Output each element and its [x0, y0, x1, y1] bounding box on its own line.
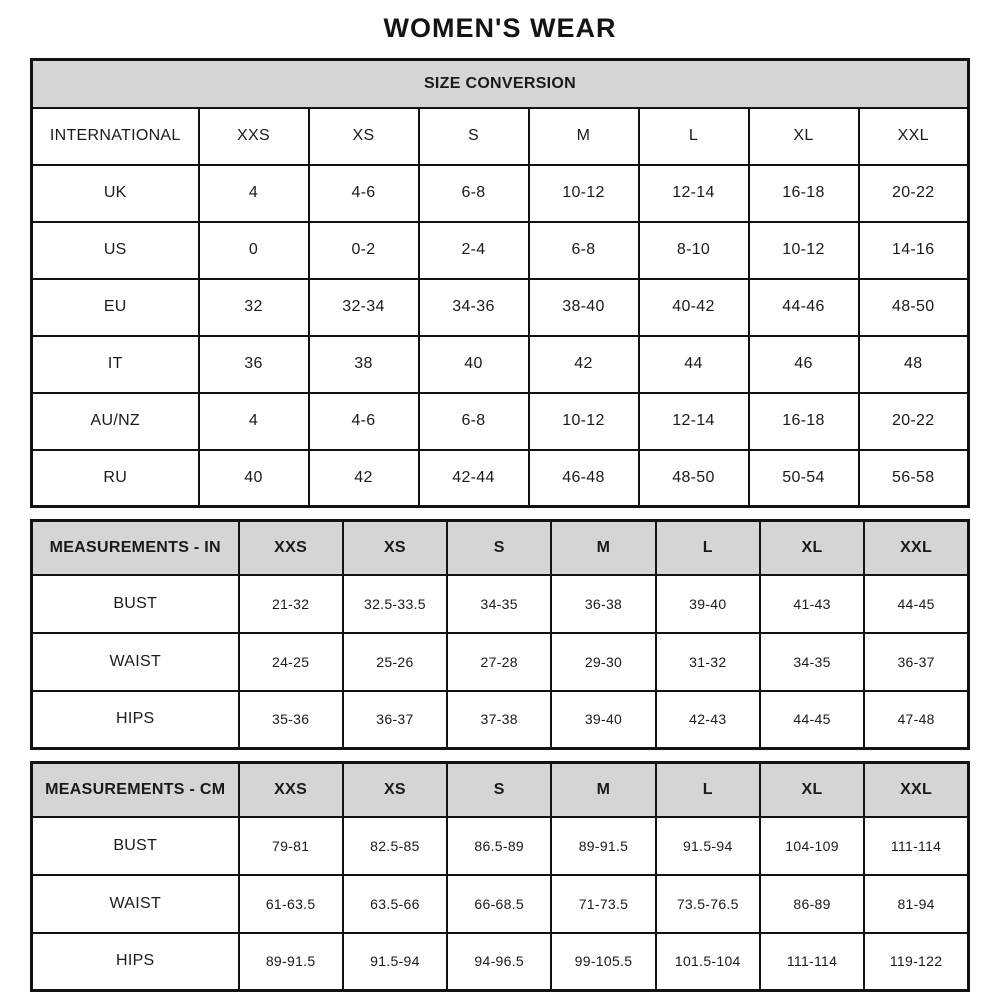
table-row: [32, 165, 969, 222]
size-col-header: XXL: [864, 763, 968, 817]
size-cell: 8-10: [639, 222, 749, 279]
size-col-header: M: [551, 763, 655, 817]
size-cell: 4-6: [309, 165, 419, 222]
size-cell: 40-42: [639, 279, 749, 336]
table-title: MEASUREMENTS - IN: [32, 521, 239, 575]
size-cell: 40: [199, 450, 309, 507]
row-label: HIPS: [32, 691, 239, 749]
size-col-header: XXS: [239, 521, 343, 575]
row-label: INTERNATIONAL: [32, 108, 199, 165]
table-header-row: [32, 763, 969, 817]
measurement-cell: 32.5-33.5: [343, 575, 447, 633]
table-row: [32, 336, 969, 393]
measurement-cell: 82.5-85: [343, 817, 447, 875]
measurement-cell: 61-63.5: [239, 875, 343, 933]
size-cell: 48: [859, 336, 969, 393]
size-cell: 2-4: [419, 222, 529, 279]
measurement-cell: 86.5-89: [447, 817, 551, 875]
size-col-header: XXL: [859, 108, 969, 165]
size-col-header: XS: [343, 763, 447, 817]
size-col-header: S: [419, 108, 529, 165]
size-cell: 10-12: [749, 222, 859, 279]
row-label: BUST: [32, 575, 239, 633]
table-row: [32, 933, 969, 991]
table-title-row: [32, 60, 969, 108]
measurement-cell: 36-37: [864, 633, 968, 691]
measurement-cell: 91.5-94: [656, 817, 760, 875]
table-row: [32, 450, 969, 507]
row-label: BUST: [32, 817, 239, 875]
row-label: WAIST: [32, 633, 239, 691]
size-cell: 40: [419, 336, 529, 393]
measurement-cell: 39-40: [551, 691, 655, 749]
measurement-cell: 27-28: [447, 633, 551, 691]
size-cell: 12-14: [639, 393, 749, 450]
size-cell: 10-12: [529, 165, 639, 222]
row-label: HIPS: [32, 933, 239, 991]
size-cell: 6-8: [419, 165, 529, 222]
size-cell: 32-34: [309, 279, 419, 336]
size-cell: 20-22: [859, 165, 969, 222]
table-header-row: [32, 108, 969, 165]
measurement-cell: 24-25: [239, 633, 343, 691]
size-col-header: L: [656, 763, 760, 817]
size-cell: 44-46: [749, 279, 859, 336]
measurement-cell: 73.5-76.5: [656, 875, 760, 933]
size-cell: 12-14: [639, 165, 749, 222]
measurement-cell: 39-40: [656, 575, 760, 633]
size-col-header: XS: [343, 521, 447, 575]
measurement-cell: 89-91.5: [551, 817, 655, 875]
measurement-cell: 36-38: [551, 575, 655, 633]
measurement-cell: 41-43: [760, 575, 864, 633]
measurement-cell: 25-26: [343, 633, 447, 691]
size-cell: 42: [529, 336, 639, 393]
row-label: EU: [32, 279, 199, 336]
measurement-cell: 99-105.5: [551, 933, 655, 991]
measurement-cell: 31-32: [656, 633, 760, 691]
table-row: [32, 279, 969, 336]
measurement-cell: 35-36: [239, 691, 343, 749]
size-col-header: XXS: [239, 763, 343, 817]
size-col-header: M: [551, 521, 655, 575]
measurement-cell: 81-94: [864, 875, 968, 933]
measurement-cell: 42-43: [656, 691, 760, 749]
measurement-cell: 44-45: [760, 691, 864, 749]
size-cell: 46: [749, 336, 859, 393]
size-cell: 32: [199, 279, 309, 336]
table-row: [32, 222, 969, 279]
table-title: MEASUREMENTS - CM: [32, 763, 239, 817]
measurement-cell: 47-48: [864, 691, 968, 749]
measurement-cell: 89-91.5: [239, 933, 343, 991]
measurement-cell: 63.5-66: [343, 875, 447, 933]
size-col-header: XL: [760, 763, 864, 817]
measurement-cell: 71-73.5: [551, 875, 655, 933]
size-col-header: M: [529, 108, 639, 165]
measurement-cell: 111-114: [864, 817, 968, 875]
measurement-cell: 119-122: [864, 933, 968, 991]
row-label: US: [32, 222, 199, 279]
size-col-header: XL: [760, 521, 864, 575]
table-title: SIZE CONVERSION: [32, 60, 969, 108]
row-label: UK: [32, 165, 199, 222]
size-cell: 38: [309, 336, 419, 393]
table-row: [32, 817, 969, 875]
size-col-header: S: [447, 521, 551, 575]
row-label: IT: [32, 336, 199, 393]
size-cell: 42: [309, 450, 419, 507]
size-cell: 50-54: [749, 450, 859, 507]
size-cell: 10-12: [529, 393, 639, 450]
size-col-header: XXL: [864, 521, 968, 575]
measurement-cell: 29-30: [551, 633, 655, 691]
size-cell: 46-48: [529, 450, 639, 507]
size-cell: 34-36: [419, 279, 529, 336]
size-cell: 6-8: [529, 222, 639, 279]
size-cell: 48-50: [859, 279, 969, 336]
table-row: [32, 575, 969, 633]
size-cell: 48-50: [639, 450, 749, 507]
row-label: RU: [32, 450, 199, 507]
size-col-header: L: [639, 108, 749, 165]
size-col-header: XS: [309, 108, 419, 165]
measurement-cell: 66-68.5: [447, 875, 551, 933]
size-col-header: XL: [749, 108, 859, 165]
size-cell: 20-22: [859, 393, 969, 450]
size-cell: 44: [639, 336, 749, 393]
measurement-cell: 86-89: [760, 875, 864, 933]
size-cell: 0: [199, 222, 309, 279]
measurements-cm-table: [30, 761, 970, 992]
measurement-cell: 37-38: [447, 691, 551, 749]
size-conversion-table: [30, 58, 970, 508]
measurement-cell: 34-35: [447, 575, 551, 633]
table-header-row: [32, 521, 969, 575]
measurement-cell: 79-81: [239, 817, 343, 875]
size-cell: 6-8: [419, 393, 529, 450]
row-label: AU/NZ: [32, 393, 199, 450]
measurement-cell: 101.5-104: [656, 933, 760, 991]
measurement-cell: 94-96.5: [447, 933, 551, 991]
table-row: [32, 691, 969, 749]
measurement-cell: 44-45: [864, 575, 968, 633]
size-cell: 16-18: [749, 165, 859, 222]
measurement-cell: 91.5-94: [343, 933, 447, 991]
size-col-header: XXS: [199, 108, 309, 165]
table-row: [32, 393, 969, 450]
measurement-cell: 36-37: [343, 691, 447, 749]
measurement-cell: 104-109: [760, 817, 864, 875]
size-cell: 0-2: [309, 222, 419, 279]
size-cell: 56-58: [859, 450, 969, 507]
size-cell: 4-6: [309, 393, 419, 450]
size-col-header: S: [447, 763, 551, 817]
table-row: [32, 633, 969, 691]
page-title: WOMEN'S WEAR: [383, 13, 617, 43]
size-cell: 14-16: [859, 222, 969, 279]
measurement-cell: 34-35: [760, 633, 864, 691]
size-cell: 42-44: [419, 450, 529, 507]
size-col-header: L: [656, 521, 760, 575]
size-cell: 38-40: [529, 279, 639, 336]
size-cell: 4: [199, 165, 309, 222]
size-cell: 16-18: [749, 393, 859, 450]
table-row: [32, 875, 969, 933]
measurement-cell: 21-32: [239, 575, 343, 633]
measurements-in-table: [30, 519, 970, 750]
size-cell: 36: [199, 336, 309, 393]
measurement-cell: 111-114: [760, 933, 864, 991]
row-label: WAIST: [32, 875, 239, 933]
size-cell: 4: [199, 393, 309, 450]
